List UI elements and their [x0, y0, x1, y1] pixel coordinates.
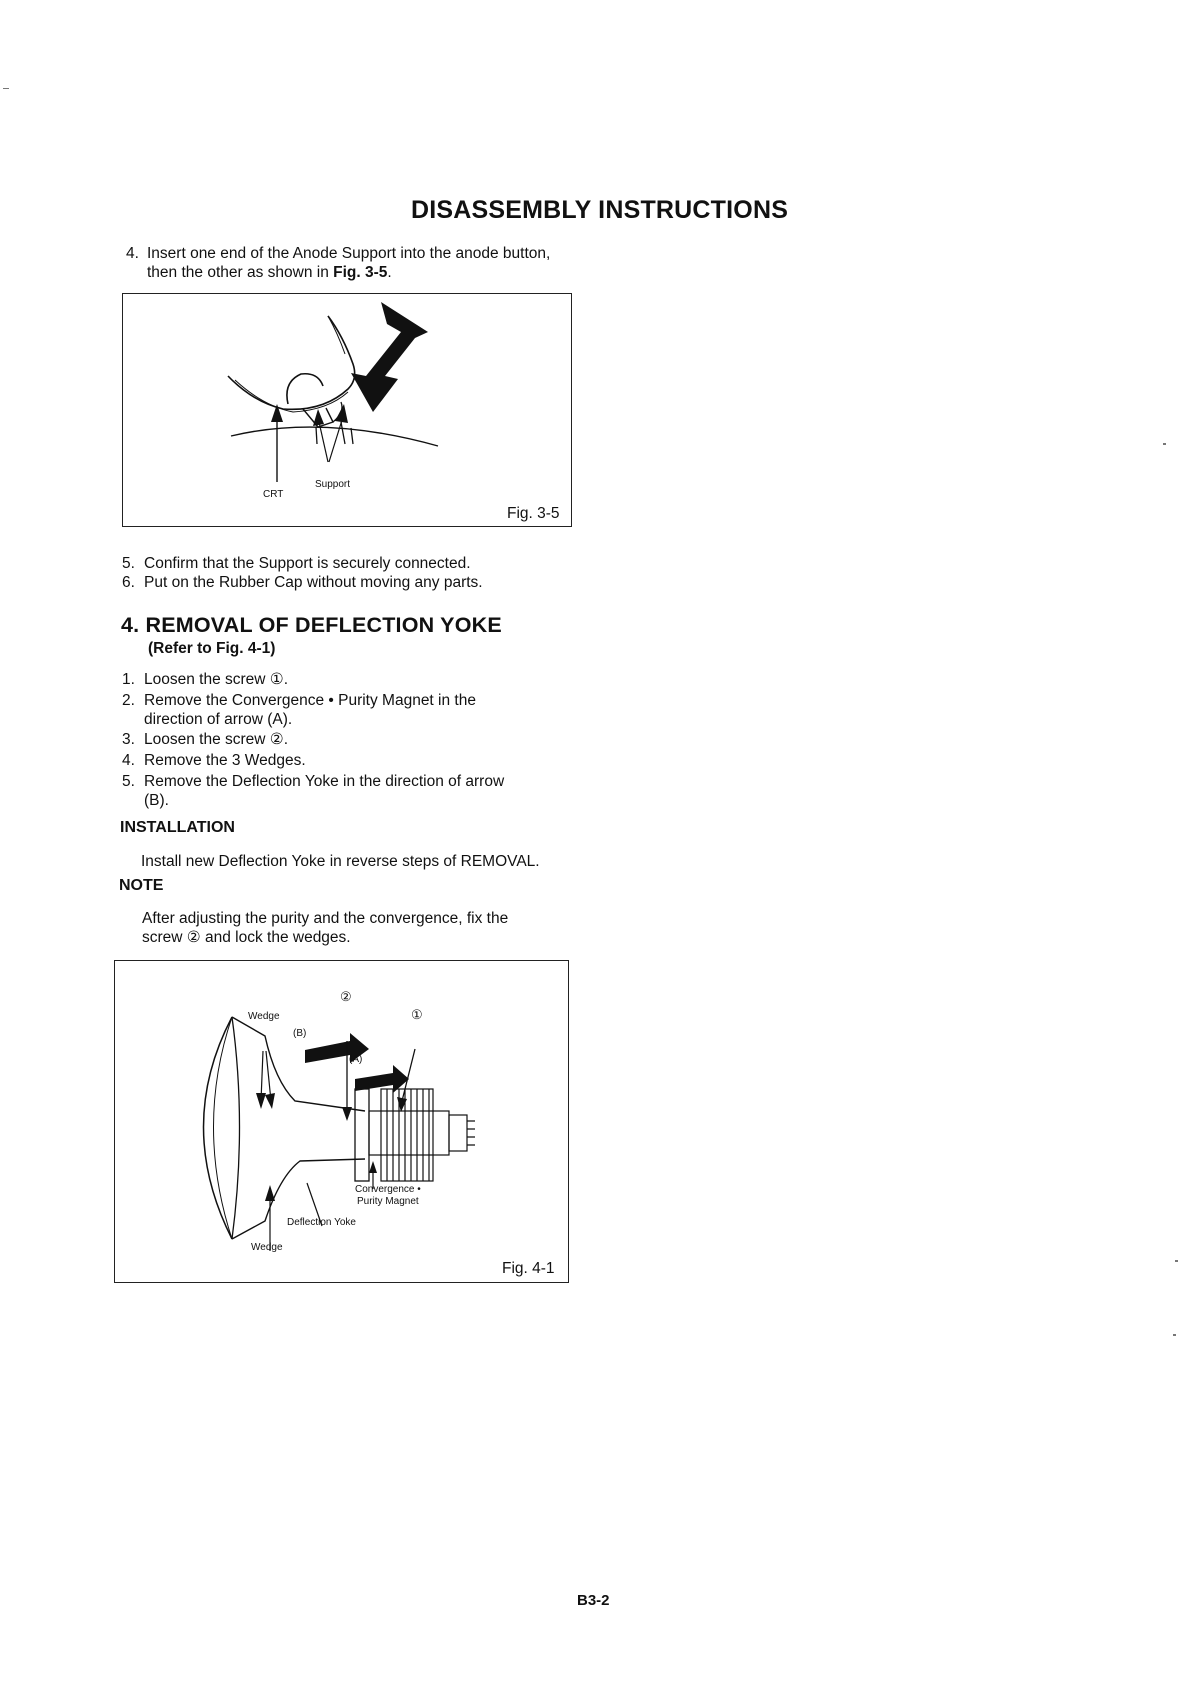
- figure-reference: Fig. 3-5: [333, 264, 388, 281]
- page-number: B3-2: [577, 1592, 610, 1609]
- step-text-continued: [147, 263, 392, 282]
- scan-speck: [1163, 443, 1166, 445]
- section-reference: (Refer to Fig. 4-1): [148, 640, 276, 657]
- step-number: 3.: [122, 731, 135, 748]
- support-label: Support: [315, 479, 351, 490]
- page-title: DISASSEMBLY INSTRUCTIONS: [411, 196, 789, 224]
- arrow-b-label: (B): [293, 1028, 307, 1039]
- step-text: Remove the Convergence • Purity Magnet in the: [144, 692, 476, 709]
- purity-magnet-label: Purity Magnet: [357, 1196, 419, 1207]
- step-text-continued: direction of arrow (A).: [144, 711, 293, 728]
- step-text: Put on the Rubber Cap without moving any parts.: [144, 574, 483, 591]
- screw-1-label: ①: [411, 1007, 423, 1022]
- wedge-label-top: Wedge: [248, 1011, 280, 1022]
- step-number: 2.: [122, 692, 135, 709]
- note-text: After adjusting the purity and the convergence, fix the: [142, 910, 509, 927]
- step-text: Loosen the screw ①.: [144, 671, 288, 688]
- convergence-label: Convergence •: [355, 1184, 421, 1195]
- step-number: 5.: [122, 555, 135, 572]
- step-text: Remove the Deflection Yoke in the direction of arrow: [144, 773, 505, 790]
- wedge-label-bottom: Wedge: [251, 1242, 283, 1253]
- step-number: 6.: [122, 574, 135, 591]
- installation-text: Install new Deflection Yoke in reverse steps of REMOVAL.: [141, 853, 540, 870]
- figure-caption: Fig. 3-5: [507, 505, 560, 522]
- step-text: Loosen the screw ②.: [144, 731, 288, 748]
- installation-heading: INSTALLATION: [120, 819, 235, 836]
- step-text-prefix: then the other as shown in: [147, 264, 334, 281]
- scan-speck: [1173, 1334, 1176, 1336]
- figure-caption: Fig. 4-1: [502, 1260, 555, 1277]
- step-text: Confirm that the Support is securely connected.: [144, 555, 471, 572]
- crt-label: CRT: [263, 489, 284, 500]
- deflection-yoke-illustration: [115, 961, 568, 1282]
- step-number: 5.: [122, 773, 135, 790]
- step-number: 1.: [122, 671, 135, 688]
- section-heading: 4. REMOVAL OF DEFLECTION YOKE: [121, 613, 502, 637]
- arrow-a-label: (A): [349, 1054, 363, 1065]
- step-text-continued: (B).: [144, 792, 169, 809]
- scan-speck: [1175, 1260, 1178, 1262]
- note-heading: NOTE: [119, 877, 164, 894]
- deflection-yoke-label: Deflection Yoke: [287, 1217, 356, 1228]
- figure-3-5: [122, 293, 572, 527]
- note-text-continued: screw ② and lock the wedges.: [142, 929, 351, 946]
- step-text: Remove the 3 Wedges.: [144, 752, 306, 769]
- step-number: 4.: [122, 752, 135, 769]
- scan-speck: [3, 88, 9, 89]
- step-number: 4.: [126, 245, 139, 262]
- anode-support-illustration: [123, 294, 571, 526]
- screw-2-label: ②: [340, 989, 352, 1004]
- step-text-suffix: .: [387, 264, 392, 281]
- figure-4-1: [114, 960, 569, 1283]
- step-text: Insert one end of the Anode Support into the anode button,: [147, 245, 551, 262]
